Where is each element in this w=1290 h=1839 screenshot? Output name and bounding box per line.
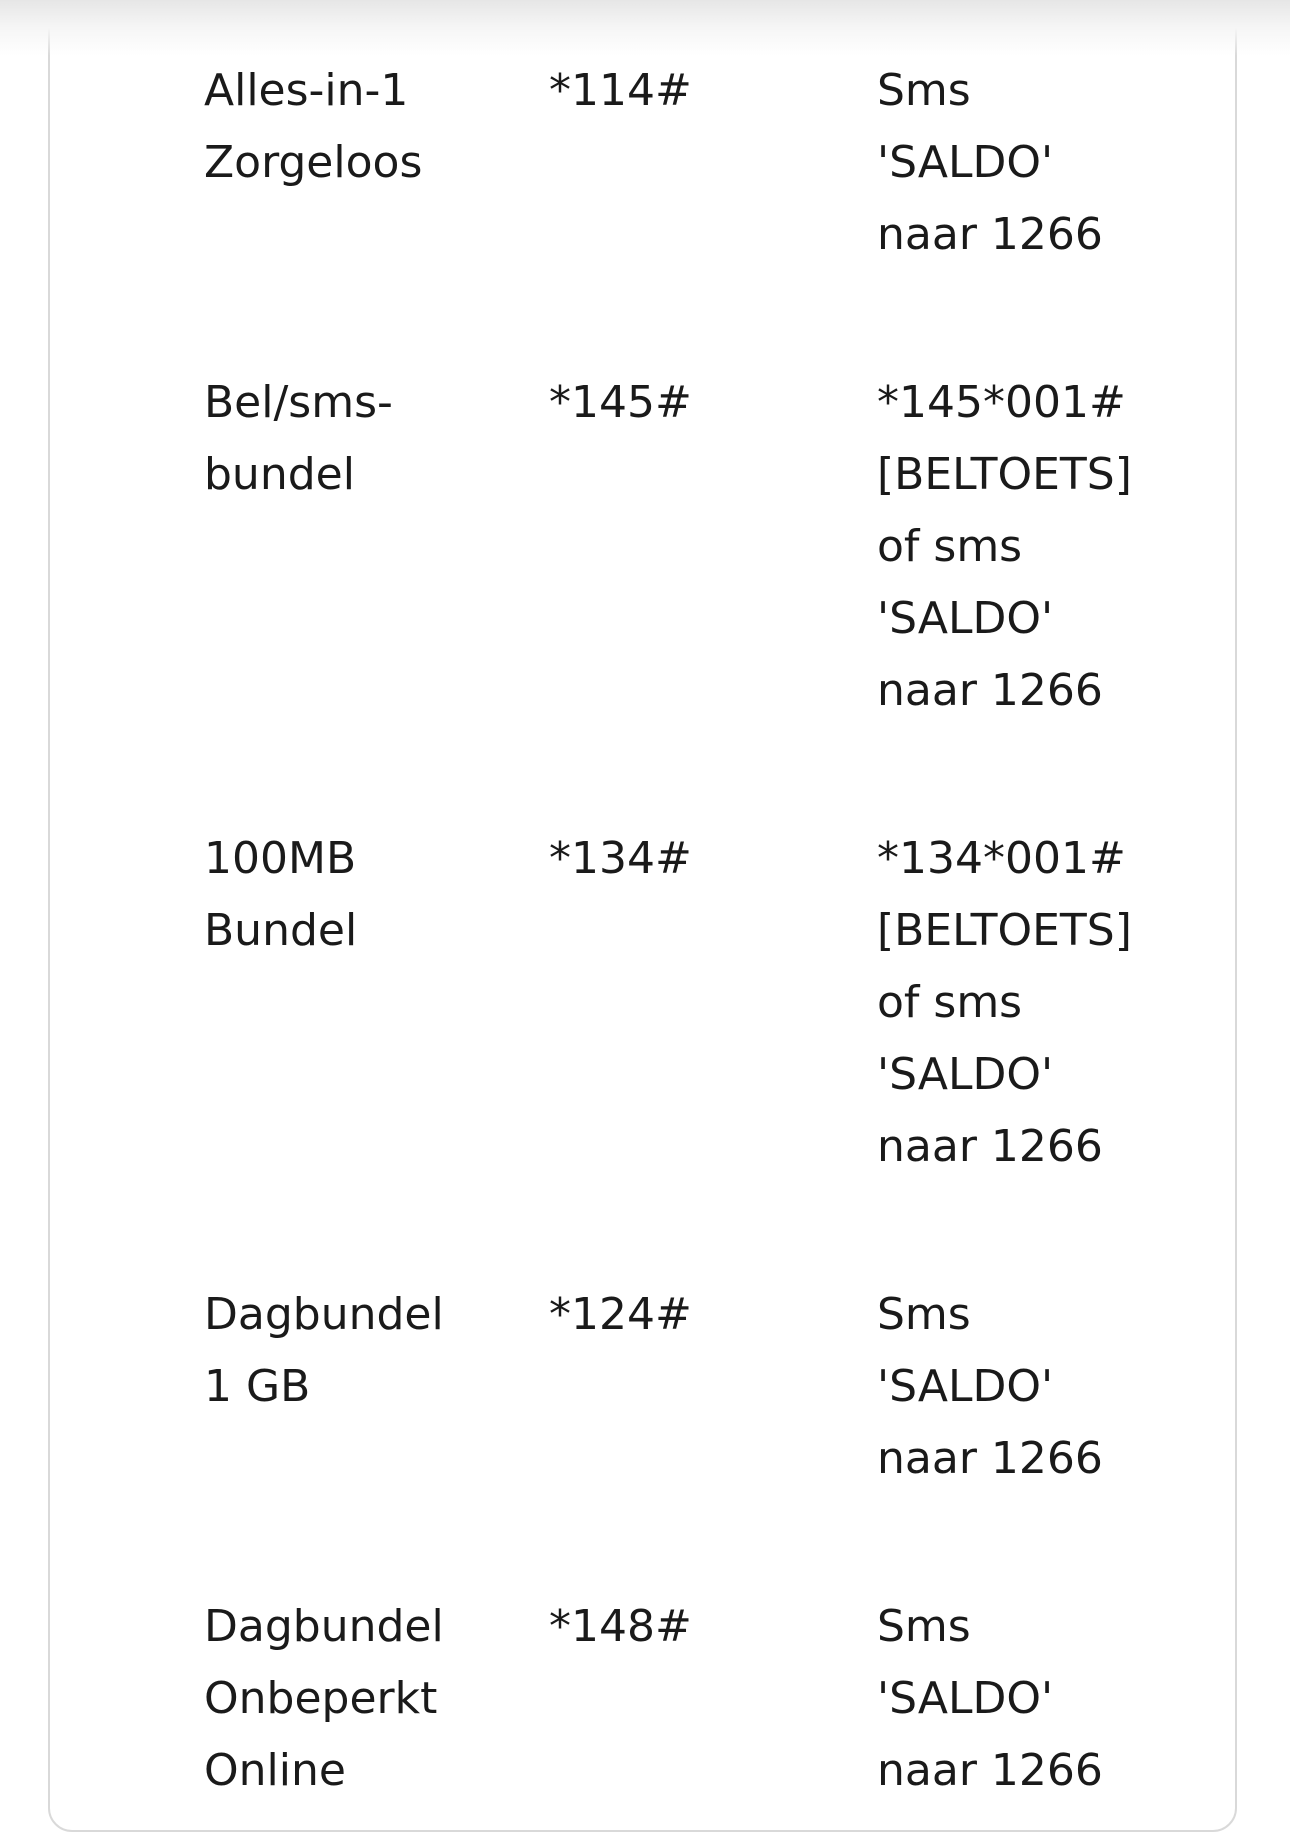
ussd-code: *124# — [549, 1289, 692, 1340]
bundle-name: Bel/sms- bundel — [204, 377, 393, 500]
balance-instruction: *134*001# [BELTOETS] of sms 'SALDO' naar 1266 — [877, 833, 1132, 1172]
balance-instruction: Sms 'SALDO' naar 1266 — [877, 1601, 1103, 1796]
balance-instruction: Sms 'SALDO' naar 1266 — [877, 65, 1103, 260]
ussd-code: *148# — [549, 1601, 692, 1652]
bundle-table-card — [48, 0, 1237, 1832]
ussd-code: *145# — [549, 377, 692, 428]
balance-instruction: Sms 'SALDO' naar 1266 — [877, 1289, 1103, 1484]
bundle-name: Alles-in-1 Zorgeloos — [204, 65, 423, 188]
bundle-name: Dagbundel 1 GB — [204, 1289, 444, 1412]
ussd-code: *114# — [549, 65, 692, 116]
ussd-code: *134# — [549, 833, 692, 884]
bundle-name: 100MB Bundel — [204, 833, 358, 956]
bundle-name: Dagbundel Onbeperkt Online — [204, 1601, 444, 1796]
balance-instruction: *145*001# [BELTOETS] of sms 'SALDO' naar 1266 — [877, 377, 1132, 716]
